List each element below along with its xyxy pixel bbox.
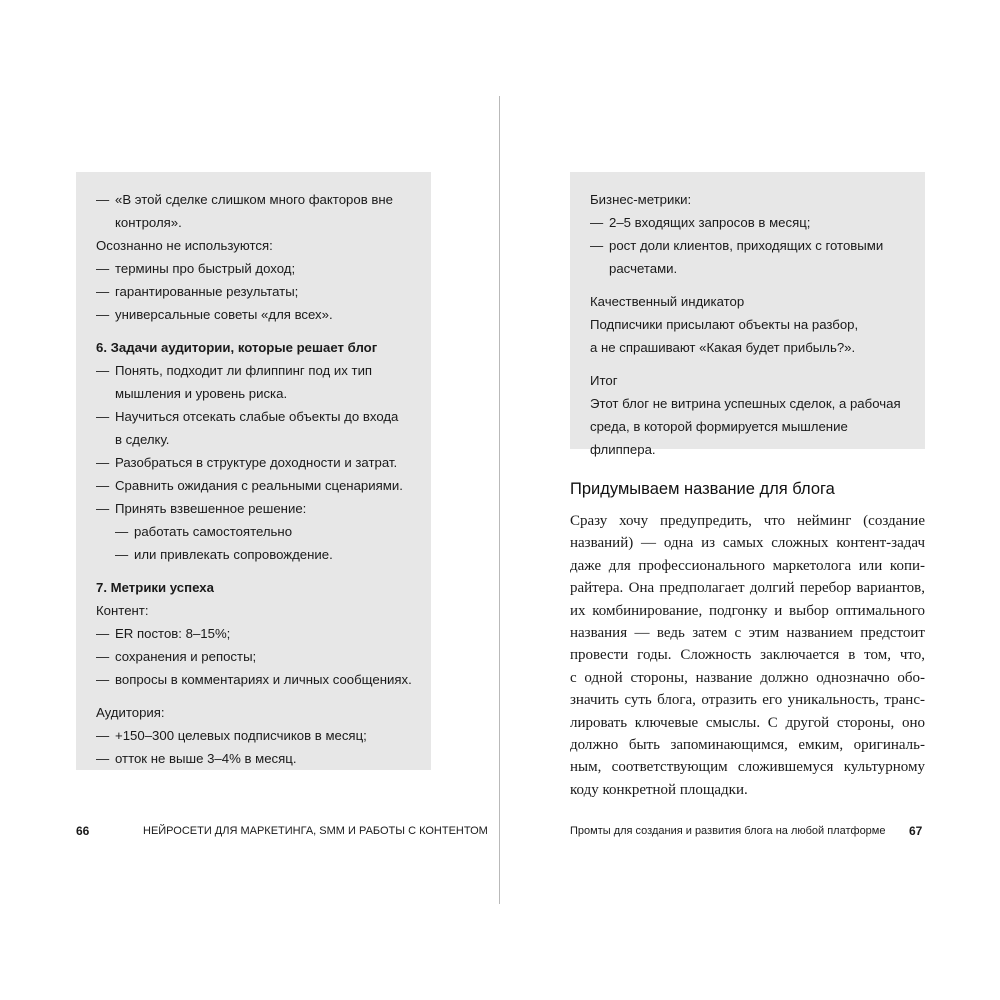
body-line: Сразу хочу предупредить, что нейминг (создание: [570, 513, 925, 529]
box-text: Аудитория:: [96, 705, 165, 720]
body-line: их комбинирование, подгонку и выбор оптимального: [570, 602, 925, 619]
right-running-head: Промты для создания и развития блога на любой платформе: [570, 825, 886, 837]
list-item-continuation: расчетами.: [609, 261, 678, 276]
list-item-text: +150–300 целевых подписчиков в месяц;: [115, 728, 367, 743]
left-page-number: 66: [76, 824, 90, 838]
list-item-text: или привлекать сопровождение.: [134, 547, 333, 562]
box-text: Подписчики присылают объекты на разбор,: [590, 317, 859, 332]
right-sidebar-box: [570, 172, 925, 457]
list-item: [96, 497, 411, 520]
dash-bullet: —: [96, 728, 110, 743]
list-item: [590, 234, 905, 257]
body-line: коду конкретной площадки.: [570, 781, 748, 798]
dash-bullet: —: [96, 478, 110, 493]
list-item: [96, 257, 411, 280]
dash-bullet: —: [96, 672, 110, 687]
body-line: даже для профессионального маркетолога или копи-: [570, 557, 925, 574]
body-line: названия — ведь затем с этим названием предстоит: [570, 625, 925, 642]
box-text: Качественный индикатор: [590, 294, 745, 309]
body-line: с одной стороны, название должно однозначно обо-: [570, 669, 925, 686]
list-item-text: рост доли клиентов, приходящих с готовыми: [609, 238, 884, 253]
list-item-text: сохранения и репосты;: [115, 649, 257, 664]
dash-bullet: —: [96, 649, 110, 664]
dash-bullet: —: [96, 501, 110, 516]
list-item-continuation: контроля».: [115, 215, 182, 230]
dash-bullet: —: [96, 409, 110, 424]
list-item-text: термины про быстрый доход;: [115, 261, 296, 276]
left-sidebar-box: [76, 172, 431, 770]
body-line: лировать ключевые смыслы. С другой стороны, оно: [570, 714, 925, 731]
book-spine-divider: [499, 96, 500, 904]
list-item-text: «В этой сделке слишком много факторов вне: [115, 192, 393, 207]
list-item-continuation: в сделку.: [115, 432, 170, 447]
list-item-text: Разобраться в структуре доходности и затрат.: [115, 455, 398, 470]
list-item: [96, 280, 411, 303]
list-item-text: вопросы в комментариях и личных сообщениях.: [115, 672, 412, 687]
box-heading: 6. Задачи аудитории, которые решает блог: [96, 340, 378, 355]
dash-bullet: —: [96, 307, 110, 322]
sub-list-item: [115, 543, 411, 566]
dash-bullet: —: [96, 261, 110, 276]
list-item-text: Принять взвешенное решение:: [115, 501, 307, 516]
box-text: флиппера.: [590, 442, 656, 457]
list-item: [96, 405, 411, 428]
list-item-continuation: мышления и уровень риска.: [115, 386, 288, 401]
box-text: Бизнес-метрики:: [590, 192, 692, 207]
list-item: [96, 303, 411, 326]
dash-bullet: —: [96, 284, 110, 299]
left-running-head: НЕЙРОСЕТИ ДЛЯ МАРКЕТИНГА, SMM И РАБОТЫ С КОНТЕНТОМ: [143, 825, 488, 837]
list-item-text: ER постов: 8–15%;: [115, 626, 231, 641]
spacer: [96, 566, 411, 576]
list-item: [96, 645, 411, 668]
dash-bullet: —: [96, 751, 110, 766]
list-item-text: отток не выше 3–4% в месяц.: [115, 751, 297, 766]
list-item: [96, 451, 411, 474]
list-item: [96, 668, 411, 691]
box-text: среда, в которой формируется мышление: [590, 419, 848, 434]
box-text: Этот блог не витрина успешных сделок, а рабочая: [590, 396, 901, 411]
right-page-number: 67: [909, 824, 923, 838]
list-item-text: гарантированные результаты;: [115, 284, 299, 299]
spacer: [96, 691, 411, 701]
list-item-text: Научиться отсекать слабые объекты до входа: [115, 409, 399, 424]
box-text: а не спрашивают «Какая будет прибыль?».: [590, 340, 856, 355]
dash-bullet: —: [115, 524, 129, 539]
body-line: должно быть запоминающимся, емким, оригиналь-: [570, 737, 925, 754]
box-text: Итог: [590, 373, 618, 388]
dash-bullet: —: [96, 363, 110, 378]
body-paragraph: [570, 510, 925, 801]
body-line: райтера. Она предполагает долгий перебор вариантов,: [570, 580, 925, 597]
dash-bullet: —: [590, 238, 604, 253]
spacer: [96, 326, 411, 336]
list-item: [96, 359, 411, 382]
dash-bullet: —: [96, 192, 110, 207]
spacer: [590, 280, 905, 290]
list-item: [96, 474, 411, 497]
body-line: значить суть блога, отразить его уникальность, транс-: [570, 692, 925, 709]
dash-bullet: —: [115, 547, 129, 562]
box-heading: 7. Метрики успеха: [96, 580, 214, 595]
list-item-text: работать самостоятельно: [134, 524, 293, 539]
sub-list-item: [115, 520, 411, 543]
box-text: Контент:: [96, 603, 149, 618]
spacer: [590, 359, 905, 369]
list-item: [590, 211, 905, 234]
list-item: [96, 188, 411, 211]
list-item-text: универсальные советы «для всех».: [115, 307, 333, 322]
list-item-text: Сравнить ожидания с реальными сценариями.: [115, 478, 403, 493]
list-item-text: 2–5 входящих запросов в месяц;: [609, 215, 811, 230]
body-line: названий) — одна из самых сложных контент-задач: [570, 535, 925, 552]
dash-bullet: —: [96, 626, 110, 641]
dash-bullet: —: [96, 455, 110, 470]
body-line: ным, соответствующим сложившемуся культурному: [570, 759, 925, 776]
list-item: [96, 724, 411, 747]
list-item: [96, 747, 411, 770]
list-item-text: Понять, подходит ли флиппинг под их тип: [115, 363, 373, 378]
list-item: [96, 622, 411, 645]
dash-bullet: —: [590, 215, 604, 230]
section-title: Придумываем название для блога: [570, 480, 835, 498]
box-text: Осознанно не используются:: [96, 238, 273, 253]
body-line: провести годы. Сложность заключается в том, что,: [570, 647, 925, 664]
